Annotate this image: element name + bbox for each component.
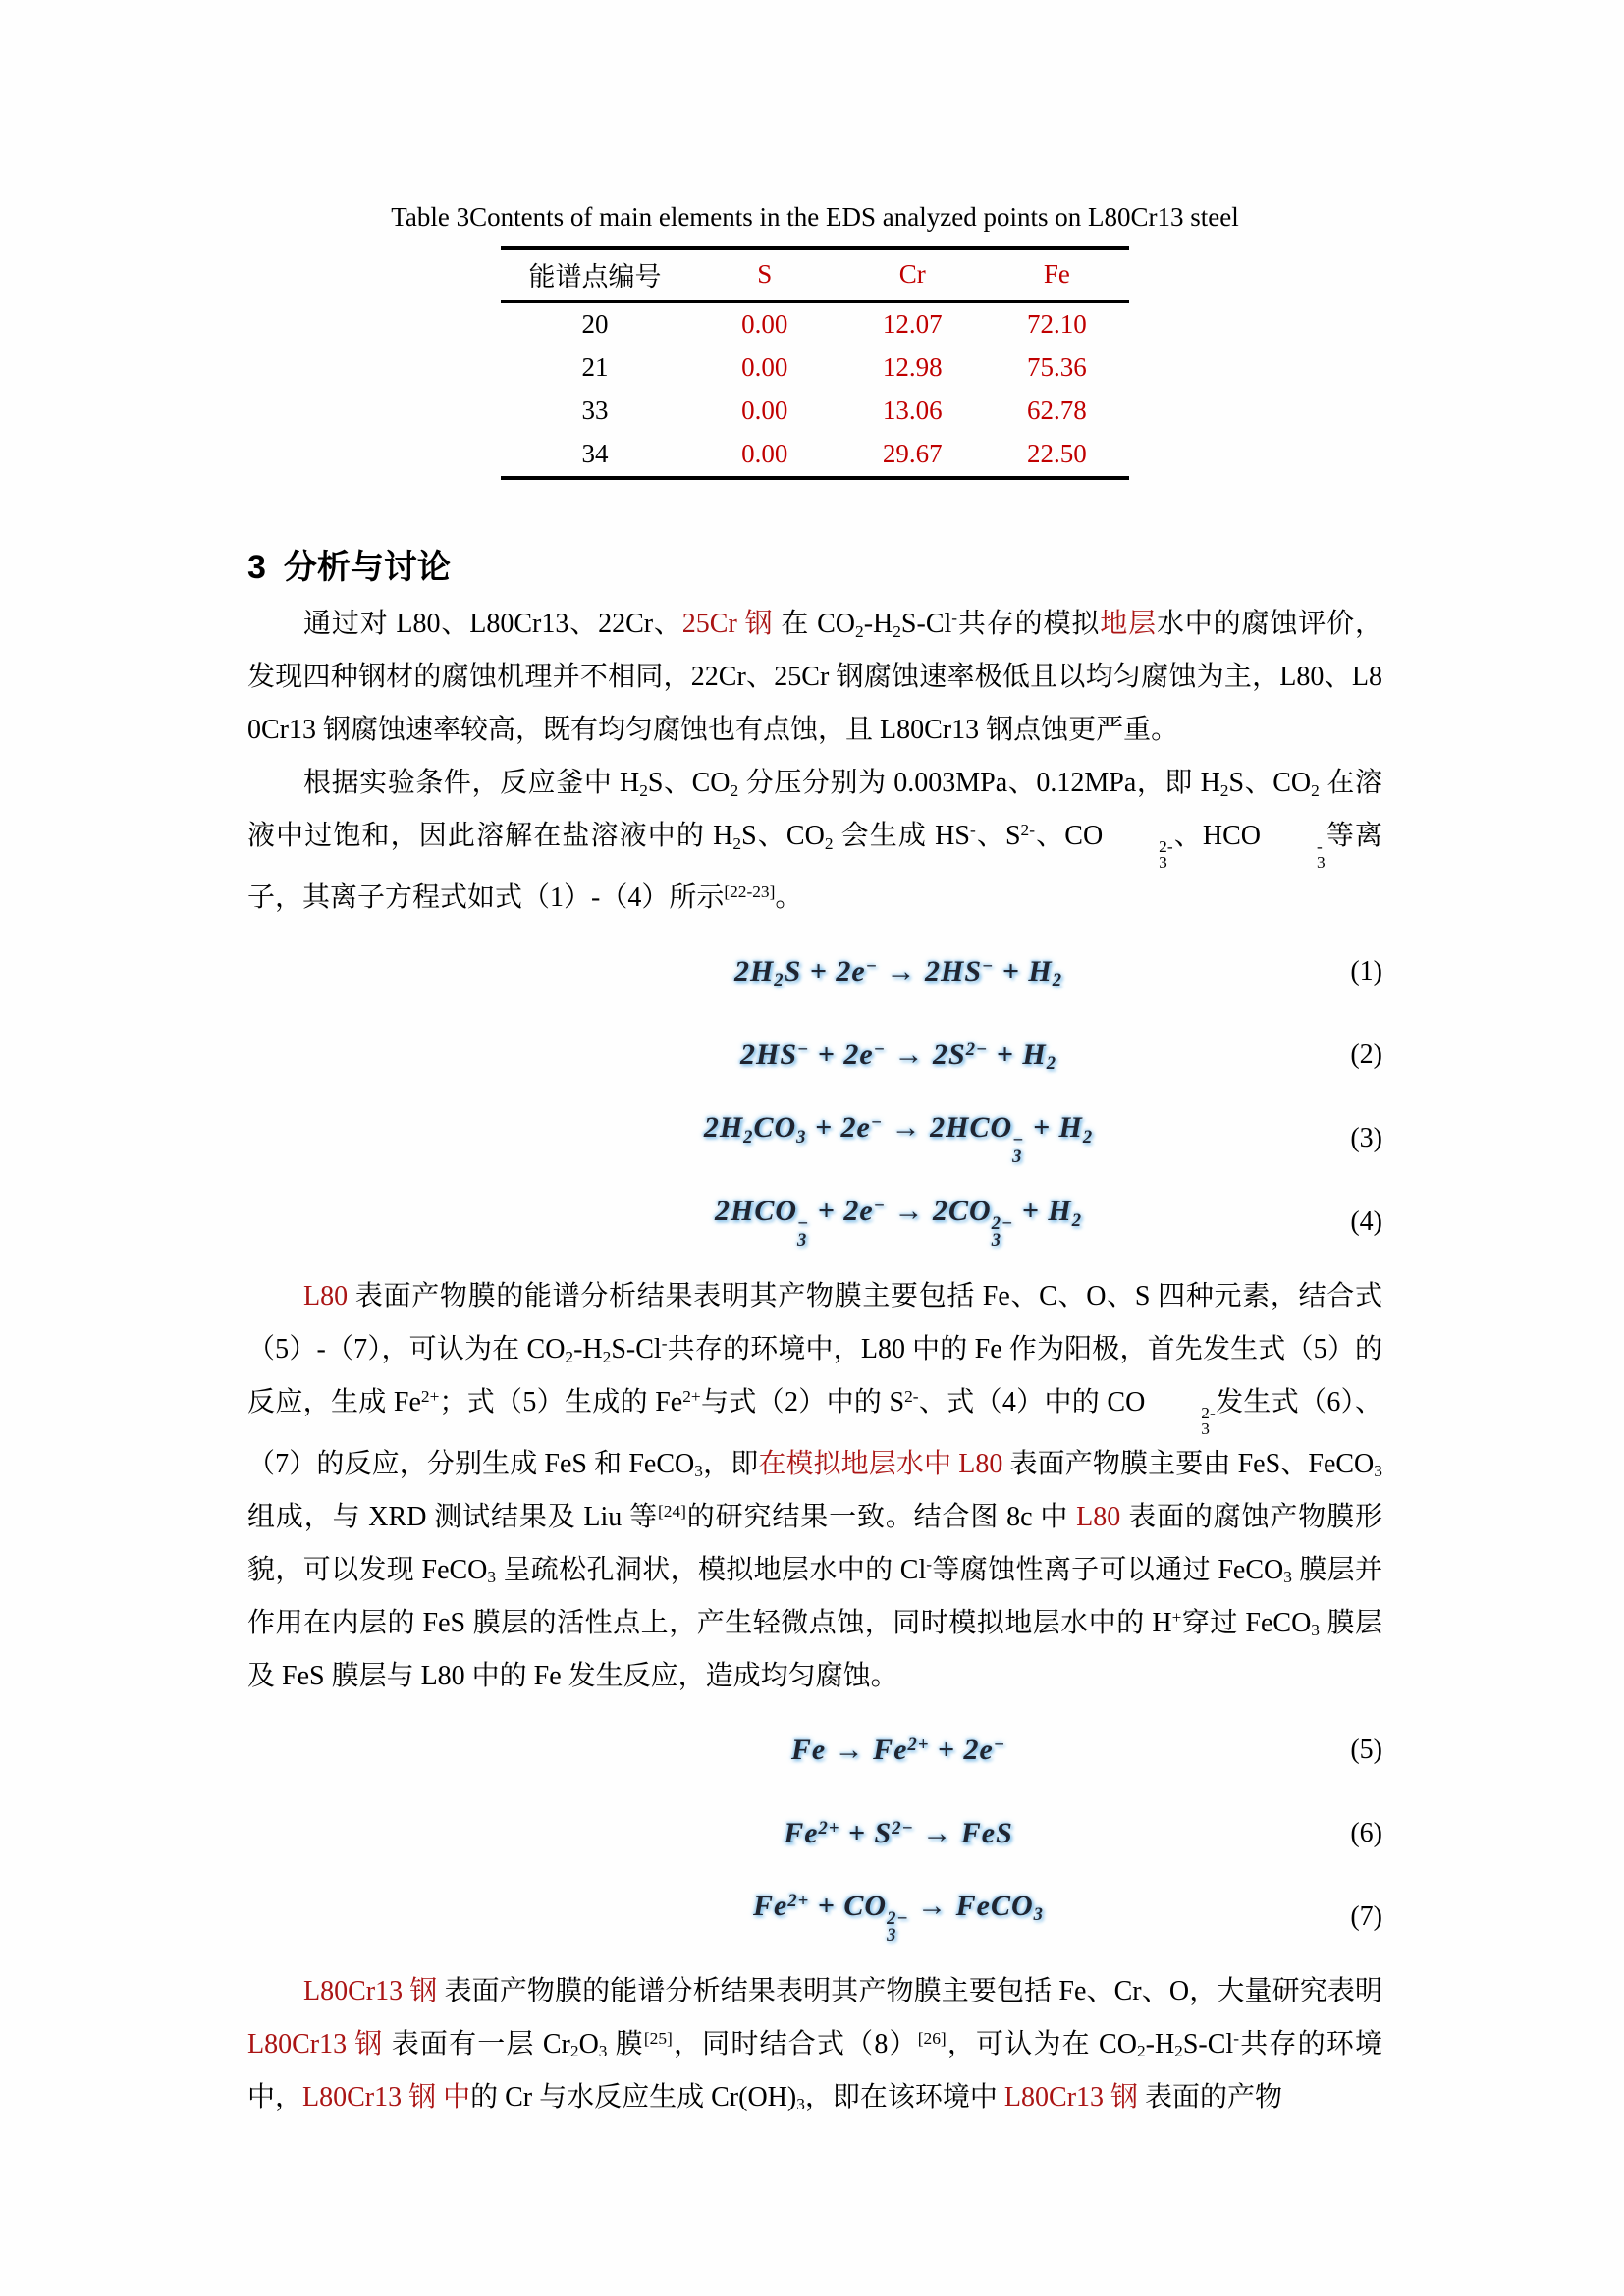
equation-number: (7)	[1350, 1901, 1382, 1933]
equation-row	[247, 1014, 1382, 1097]
paragraph-corrosion-evaluation: 通过对 L80、L80Cr13、22Cr、25Cr 钢 在 $CO_2-H_2S-Cl^-$共存的模拟地层水中的腐蚀评价，发现四种钢材的腐蚀机理并不相同，22Cr、25Cr 钢腐蚀速率极低且以均匀腐蚀为主，L80、L80Cr13 钢腐蚀速率较高，既有均匀腐蚀也有点蚀，且 L80Cr13 钢点蚀更严重。	[247, 609, 1382, 745]
section-heading	[247, 545, 1382, 590]
equation: $2H_2S + 2e^- \to 2HS^- + H_2$	[733, 955, 1063, 991]
table-cell: 75.36	[1027, 352, 1087, 382]
stacked-script: − 3	[1012, 1129, 1025, 1168]
equation: $Fe^{2+} + S^{2-}$ → FeS	[784, 1817, 1013, 1850]
table-cell: 21	[581, 352, 609, 382]
equation-number: (6)	[1350, 1818, 1382, 1849]
table-cell: 62.78	[1027, 396, 1087, 425]
eds-elements-table	[501, 246, 1129, 480]
equation: 2HCO − 3 + 2e− → 2CO 2− 3 + $H_2$	[715, 1195, 1082, 1252]
stacked-script: - 3	[1317, 836, 1326, 873]
equation: $2HS^- + 2e^- \to 2S^{2-} + H_2$	[739, 1039, 1056, 1075]
equation-row	[247, 1792, 1382, 1876]
paragraph-l80cr13-product-film: L80Cr13 钢 表面产物膜的能谱分析结果表明其产物膜主要包括 Fe、Cr、O，大量研究表明 L80Cr13 钢 表面有一层 $Cr_2O_3$ 膜[25]，同时结合式（8）[26]，可认为在 $CO_2-H_2S-Cl^-$共存的环境中，L80Cr13 钢 中的 Cr 与水反应生成 $Cr(OH)_3$，即在该环境中 L80Cr13 钢 表面的产物	[247, 1975, 1382, 2114]
column-header: S	[689, 248, 840, 302]
equation-group-5-7	[247, 1709, 1382, 1959]
stacked-script: 2- 3	[1159, 836, 1173, 873]
stacked-script: 2- 3	[1201, 1403, 1216, 1439]
equation-number: (4)	[1350, 1206, 1382, 1238]
table-cell: 20	[581, 309, 609, 339]
table-row	[501, 390, 1129, 433]
equation-row	[247, 1097, 1382, 1181]
equation: $Fe \to Fe^{2+} + 2e^-$	[790, 1734, 1006, 1767]
equation-number: (3)	[1350, 1123, 1382, 1154]
column-header: Fe	[985, 248, 1129, 302]
table-cell: 34	[581, 439, 609, 468]
table-cell: 12.98	[882, 352, 943, 382]
equation-number: (1)	[1350, 956, 1382, 988]
equation-row	[247, 1709, 1382, 1792]
table-row	[501, 433, 1129, 478]
paragraph-experiment-conditions: 根据实验条件，反应釜中 $H_2S$、$CO_2$ 分压分别为 0.003MPa、0.12MPa，即 $H_2S$、$CO_2$ 在溶液中过饱和，因此溶解在盐溶液中的 $H_2S$、$CO_2$ 会生成 HS-、$S^{2-}$、CO 2- 3 、HCO - 3 等离子，其离子方程式如式（1）-（4）所示[22-23]。	[247, 768, 1382, 913]
column-header: Cr	[840, 248, 985, 302]
table-row	[501, 347, 1129, 390]
eds-table-body	[501, 302, 1129, 479]
section-number: 3	[247, 549, 266, 586]
stacked-script: 2− 3	[991, 1212, 1014, 1252]
equation-number: (2)	[1350, 1040, 1382, 1071]
table-cell: 22.50	[1027, 439, 1087, 468]
column-header: 能谱点编号	[501, 248, 689, 302]
stacked-script: − 3	[797, 1212, 810, 1252]
equation-row	[247, 1876, 1382, 1959]
table-cell: 0.00	[741, 309, 788, 339]
table-cell: 29.67	[882, 439, 943, 468]
table-cell: 0.00	[741, 396, 788, 425]
table-cell: 33	[581, 396, 609, 425]
paragraph-l80-product-film: L80 表面产物膜的能谱分析结果表明其产物膜主要包括 Fe、C、O、S 四种元素，结合式（5）-（7），可认为在 $CO_2-H_2S-Cl^-$共存的环境中，L80 中的 Fe 作为阳极，首先发生式（5）的反应，生成 $Fe^{2+}$；式（5）生成的 $Fe^{2+}$与式（2）中的 $S^{2-}$、式（4）中的 CO 2- 3 发生式（6）、（7）的反应，分别生成 FeS 和 FeCO$_3$，即在模拟地层水中 L80 表面产物膜主要由 FeS、FeCO$_3$ 组成，与 XRD 测试结果及 Liu 等[24]的研究结果一致。结合图 8c 中 L80 表面的腐蚀产物膜形貌，可以发现 FeCO$_3$ 呈疏松孔洞状，模拟地层水中的 Cl-等腐蚀性离子可以通过 FeCO$_3$ 膜层并作用在内层的 FeS 膜层的活性点上，产生轻微点蚀，同时模拟地层水中的 H+穿过 FeCO$_3$ 膜层及 FeS 膜层与 L80 中的 Fe 发生反应，造成均匀腐蚀。	[247, 1280, 1383, 1691]
equation-row	[247, 931, 1382, 1014]
table-cell: 0.00	[741, 439, 788, 468]
table-cell: 72.10	[1027, 309, 1087, 339]
table-cell: 12.07	[882, 309, 943, 339]
equation: $2H_2CO_3 + 2e^- \to 2HCO$ − 3 + $H_2$	[703, 1111, 1094, 1168]
table-caption: Table 3Contents of main elements in the EDS analyzed points on L80Cr13 steel	[391, 202, 1239, 232]
equation-row	[247, 1181, 1382, 1264]
table-row	[501, 302, 1129, 347]
section-title: 分析与讨论	[283, 549, 451, 586]
equation-group-1-4	[247, 931, 1382, 1264]
stacked-script: 2− 3	[887, 1907, 909, 1947]
equation-number: (5)	[1350, 1735, 1382, 1766]
table-cell: 13.06	[882, 396, 943, 425]
equation: $Fe^{2+}$ + CO 2− 3 → FeCO$_3$	[753, 1890, 1044, 1947]
table-cell: 0.00	[741, 352, 788, 382]
page-content	[247, 0, 1382, 2124]
eds-table-header-row	[501, 248, 1129, 302]
